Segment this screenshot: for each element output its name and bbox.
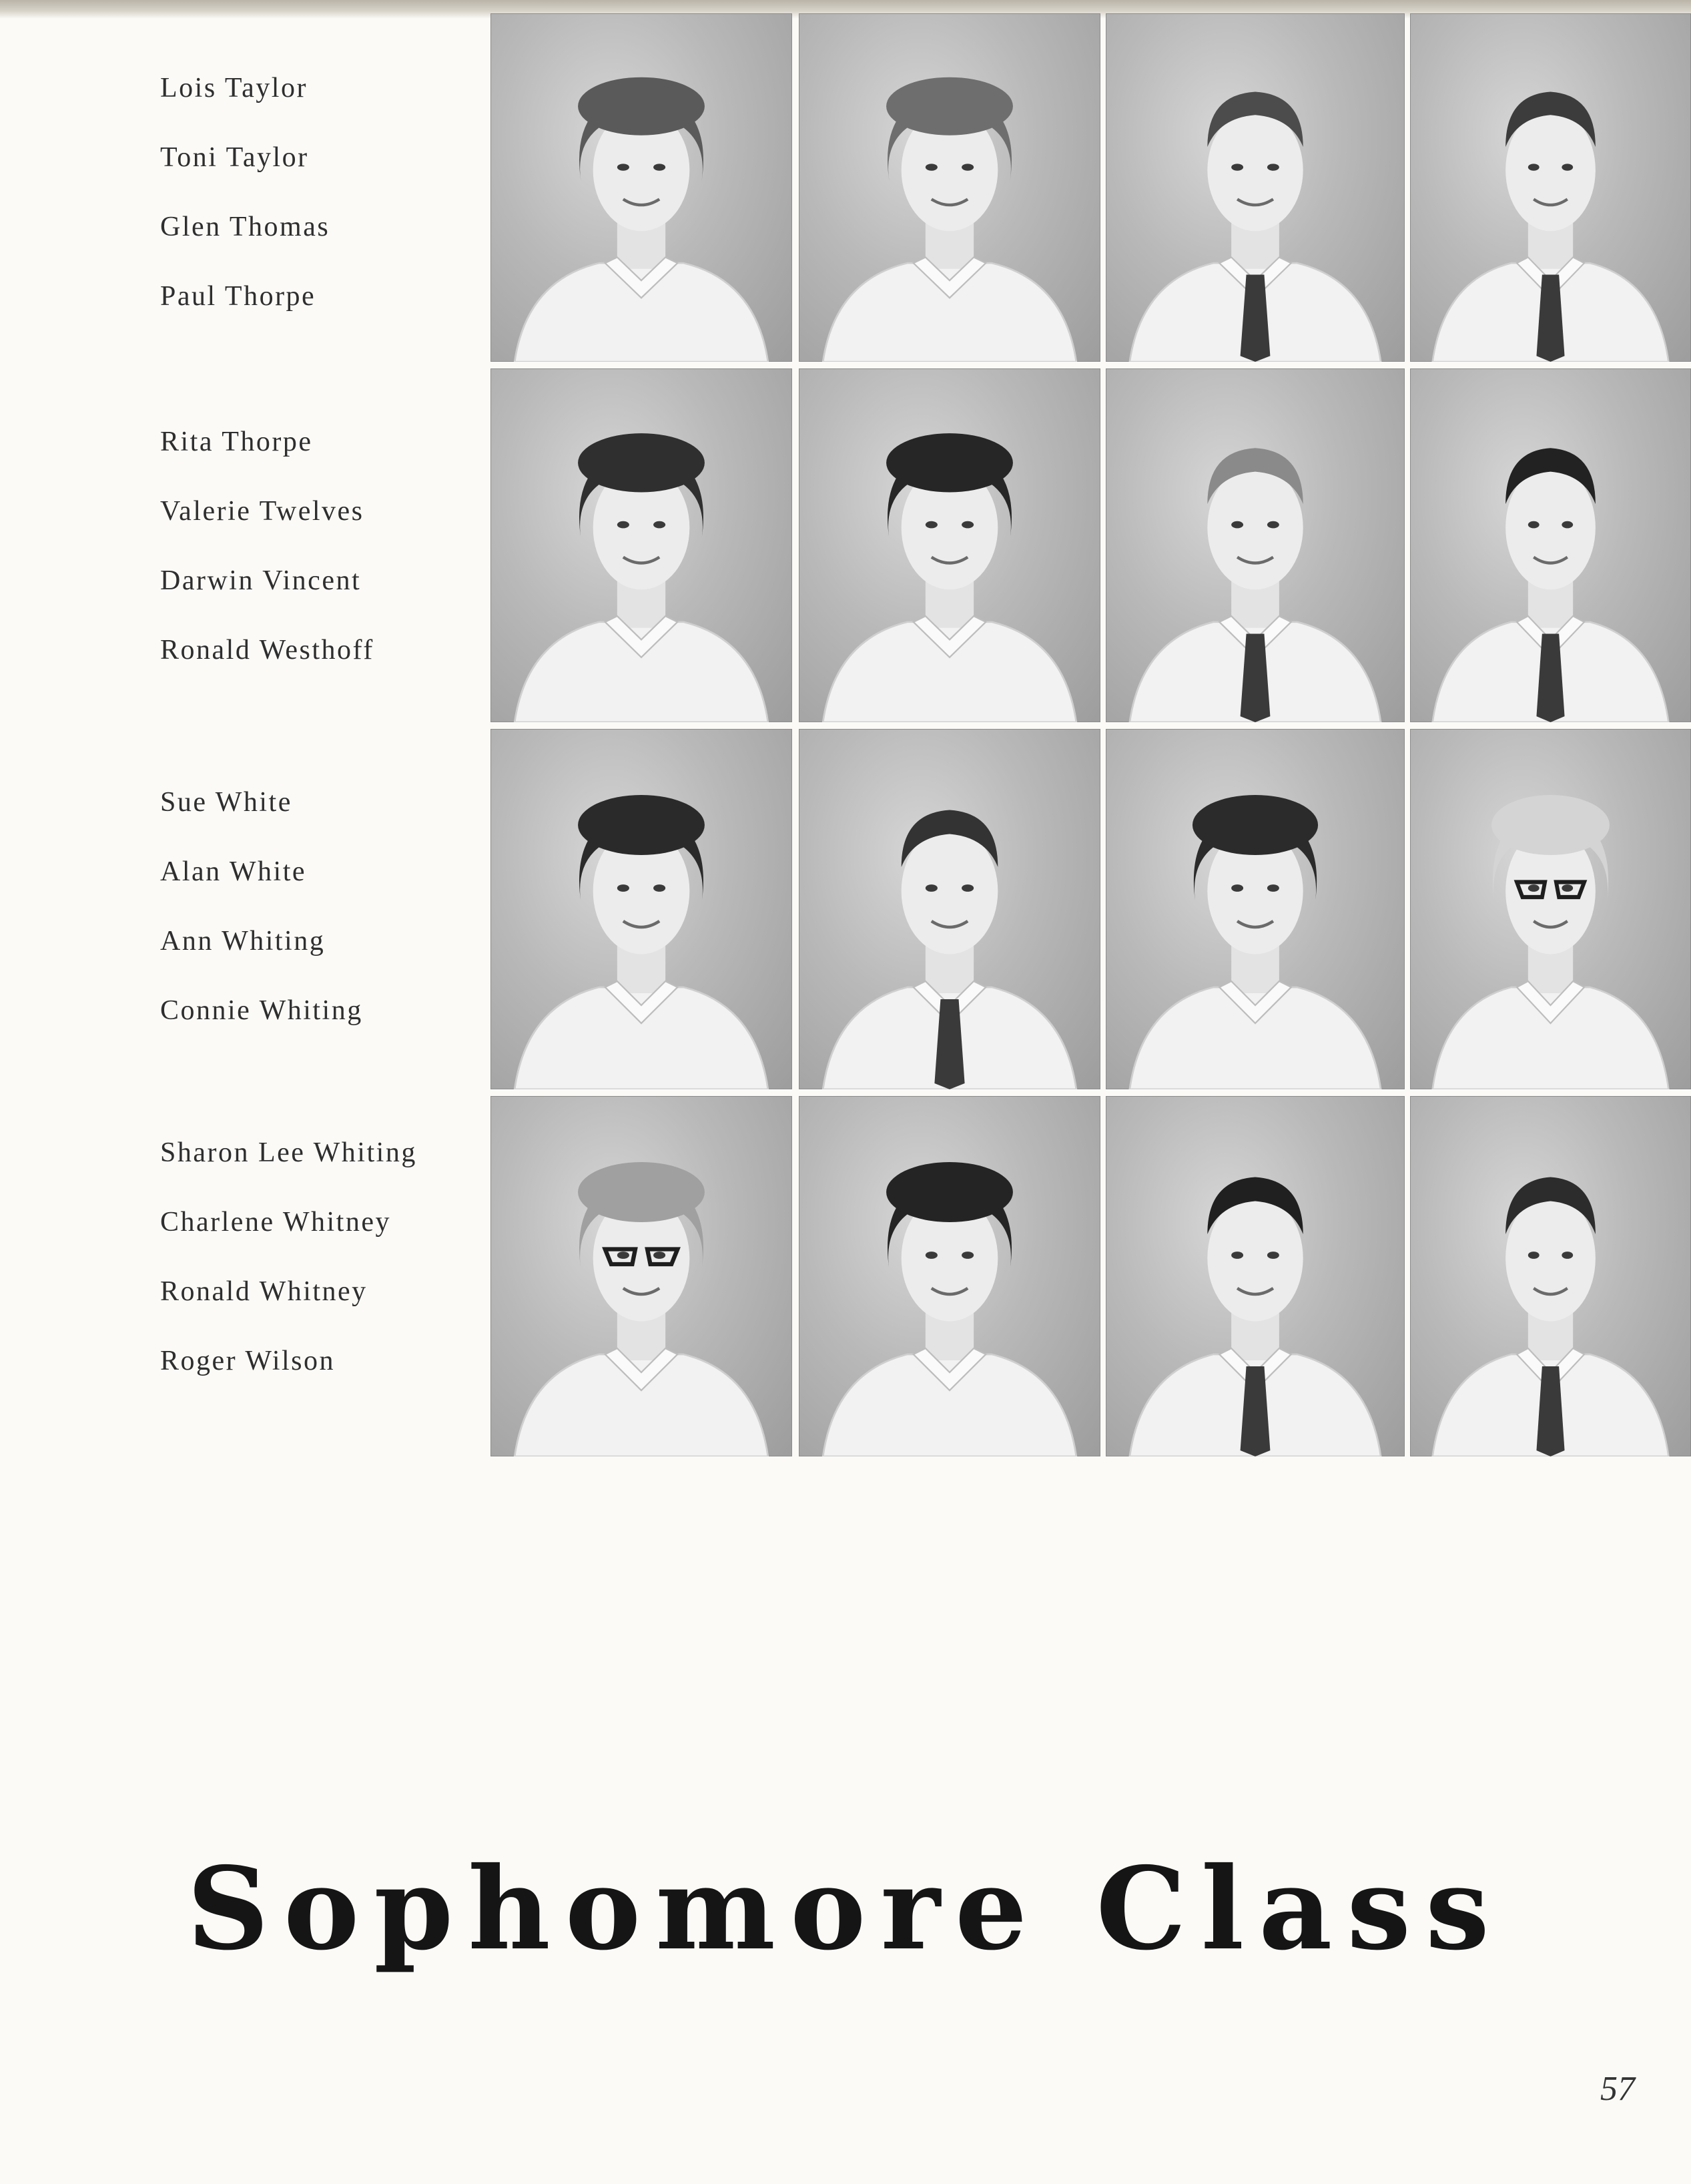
- name-group-row-4: [160, 1118, 480, 1396]
- portrait-sharon-lee-whiting: [490, 1096, 792, 1456]
- student-name: Sharon Lee Whiting: [160, 1137, 417, 1168]
- portrait-paul-thorpe: [1410, 13, 1691, 362]
- portrait-lois-taylor: [490, 13, 792, 362]
- student-name: Valerie Twelves: [160, 496, 364, 527]
- student-name: Glen Thomas: [160, 212, 330, 242]
- student-name: Charlene Whitney: [160, 1207, 391, 1238]
- portrait-glen-thomas: [1106, 13, 1405, 362]
- portrait-ronald-westhoff: [1410, 368, 1691, 722]
- page-title: Sophomore Class: [187, 1842, 1504, 1976]
- portrait-toni-taylor: [799, 13, 1100, 362]
- student-name: Alan White: [160, 856, 307, 887]
- portrait-ann-whiting: [1106, 729, 1405, 1089]
- student-name: Ann Whiting: [160, 926, 326, 957]
- name-group-row-2: [160, 407, 480, 685]
- portrait-sue-white: [490, 729, 792, 1089]
- student-name: Roger Wilson: [160, 1346, 336, 1376]
- portrait-grid: [490, 13, 1691, 1455]
- student-name: Ronald Whitney: [160, 1276, 368, 1307]
- student-name: Paul Thorpe: [160, 281, 316, 312]
- names-column: [0, 0, 487, 1468]
- student-name: Ronald Westhoff: [160, 635, 374, 665]
- student-name: Sue White: [160, 787, 292, 818]
- portrait-darwin-vincent: [1106, 368, 1405, 722]
- portrait-valerie-twelves: [799, 368, 1100, 722]
- student-name: Toni Taylor: [160, 142, 309, 173]
- name-group-row-3: [160, 768, 480, 1045]
- portrait-ronald-whitney: [1106, 1096, 1405, 1456]
- name-group-row-1: [160, 53, 480, 331]
- portrait-rita-thorpe: [490, 368, 792, 722]
- portrait-connie-whiting: [1410, 729, 1691, 1089]
- page-number: 57: [1600, 2070, 1635, 2108]
- portrait-roger-wilson: [1410, 1096, 1691, 1456]
- portrait-charlene-whitney: [799, 1096, 1100, 1456]
- student-name: Connie Whiting: [160, 995, 363, 1026]
- student-name: Rita Thorpe: [160, 427, 313, 457]
- portrait-alan-white: [799, 729, 1100, 1089]
- student-name: Darwin Vincent: [160, 565, 362, 596]
- student-name: Lois Taylor: [160, 73, 308, 103]
